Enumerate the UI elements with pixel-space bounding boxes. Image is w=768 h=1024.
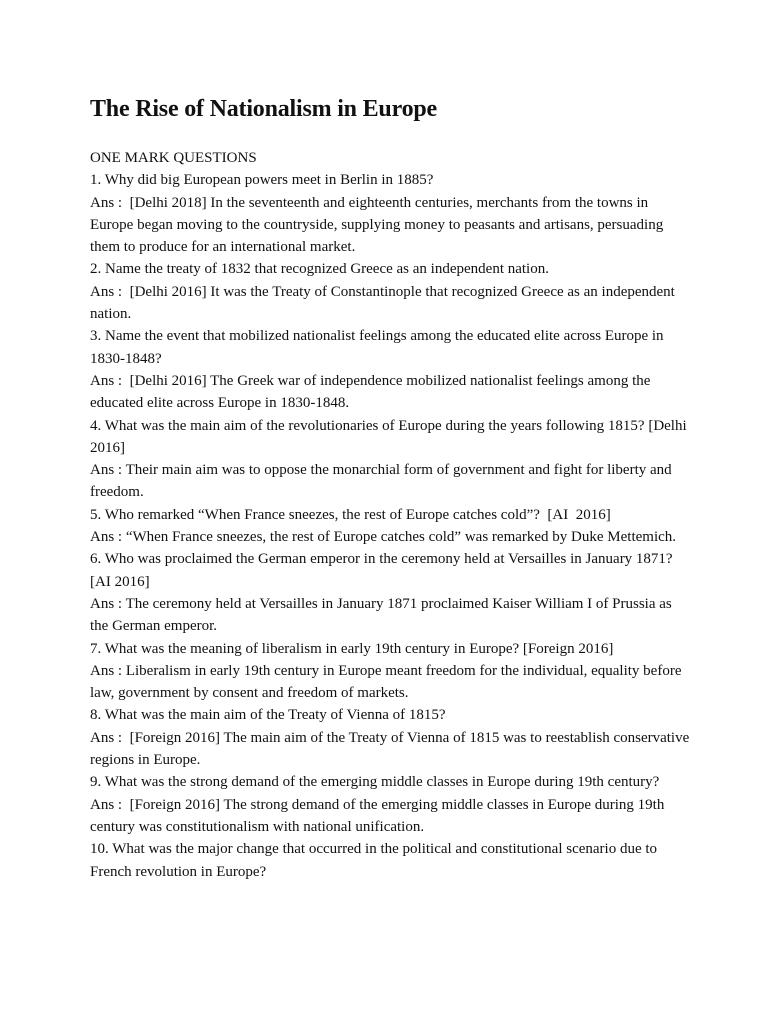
document-page <box>90 94 694 883</box>
answer-7: Ans : Liberalism in early 19th century in Europe meant freedom for the individual, equality before law, government by consent and freedom of markets. <box>90 662 686 702</box>
section-heading: ONE MARK QUESTIONS <box>90 150 257 166</box>
answer-5: Ans : “When France sneezes, the rest of Europe catches cold” was remarked by Duke Mettemich. <box>90 529 677 546</box>
question-10: 10. What was the major change that occurred in the political and constitutional scenario due to French revolution in Europe? <box>90 841 661 880</box>
question-5: 5. Who remarked “When France sneezes, the rest of Europe catches cold”? [AI 2016] <box>90 506 611 523</box>
question-2: 2. Name the treaty of 1832 that recognized Greece as an independent nation. <box>90 261 549 278</box>
answer-6: Ans : The ceremony held at Versailles in January 1871 proclaimed Kaiser William I of Prussia as the German emperor. <box>90 595 676 635</box>
question-6: 6. Who was proclaimed the German emperor in the ceremony held at Versailles in January 1871? [AI 2016] <box>90 551 677 590</box>
answer-3: Ans : [Delhi 2016] The Greek war of independence mobilized nationalist feelings among the educated elite across Europe in 1830-1848. <box>90 372 655 412</box>
answer-2: Ans : [Delhi 2016] It was the Treaty of Constantinople that recognized Greece as an independent nation. <box>90 283 679 323</box>
question-8: 8. What was the main aim of the Treaty of Vienna of 1815? <box>90 707 446 724</box>
questions-section <box>90 147 694 883</box>
question-1: 1. Why did big European powers meet in Berlin in 1885? <box>90 172 434 189</box>
answer-8: Ans : [Foreign 2016] The main aim of the Treaty of Vienna of 1815 was to reestablish conservative regions in Europe. <box>90 729 694 769</box>
answer-4: Ans : Their main aim was to oppose the monarchial form of government and fight for liberty and freedom. <box>90 462 676 501</box>
answer-1: Ans : [Delhi 2018] In the seventeenth and eighteenth centuries, merchants from the towns in Europe began moving to the countryside, supplying money to peasants and artisans, persuading them to produce for an international market. <box>90 194 667 256</box>
answer-9: Ans : [Foreign 2016] The strong demand of the emerging middle classes in Europe during 19th century was constitutionalism with national unification. <box>90 796 669 835</box>
question-3: 3. Name the event that mobilized nationalist feelings among the educated elite across Europe in 1830-1848? <box>90 328 668 367</box>
question-7: 7. What was the meaning of liberalism in early 19th century in Europe? [Foreign 2016] <box>90 640 614 657</box>
question-4: 4. What was the main aim of the revolutionaries of Europe during the years following 1815? [Delhi 2016] <box>90 417 691 456</box>
page-title: The Rise of Nationalism in Europe <box>90 96 437 122</box>
question-9: 9. What was the strong demand of the emerging middle classes in Europe during 19th century? <box>90 774 660 791</box>
